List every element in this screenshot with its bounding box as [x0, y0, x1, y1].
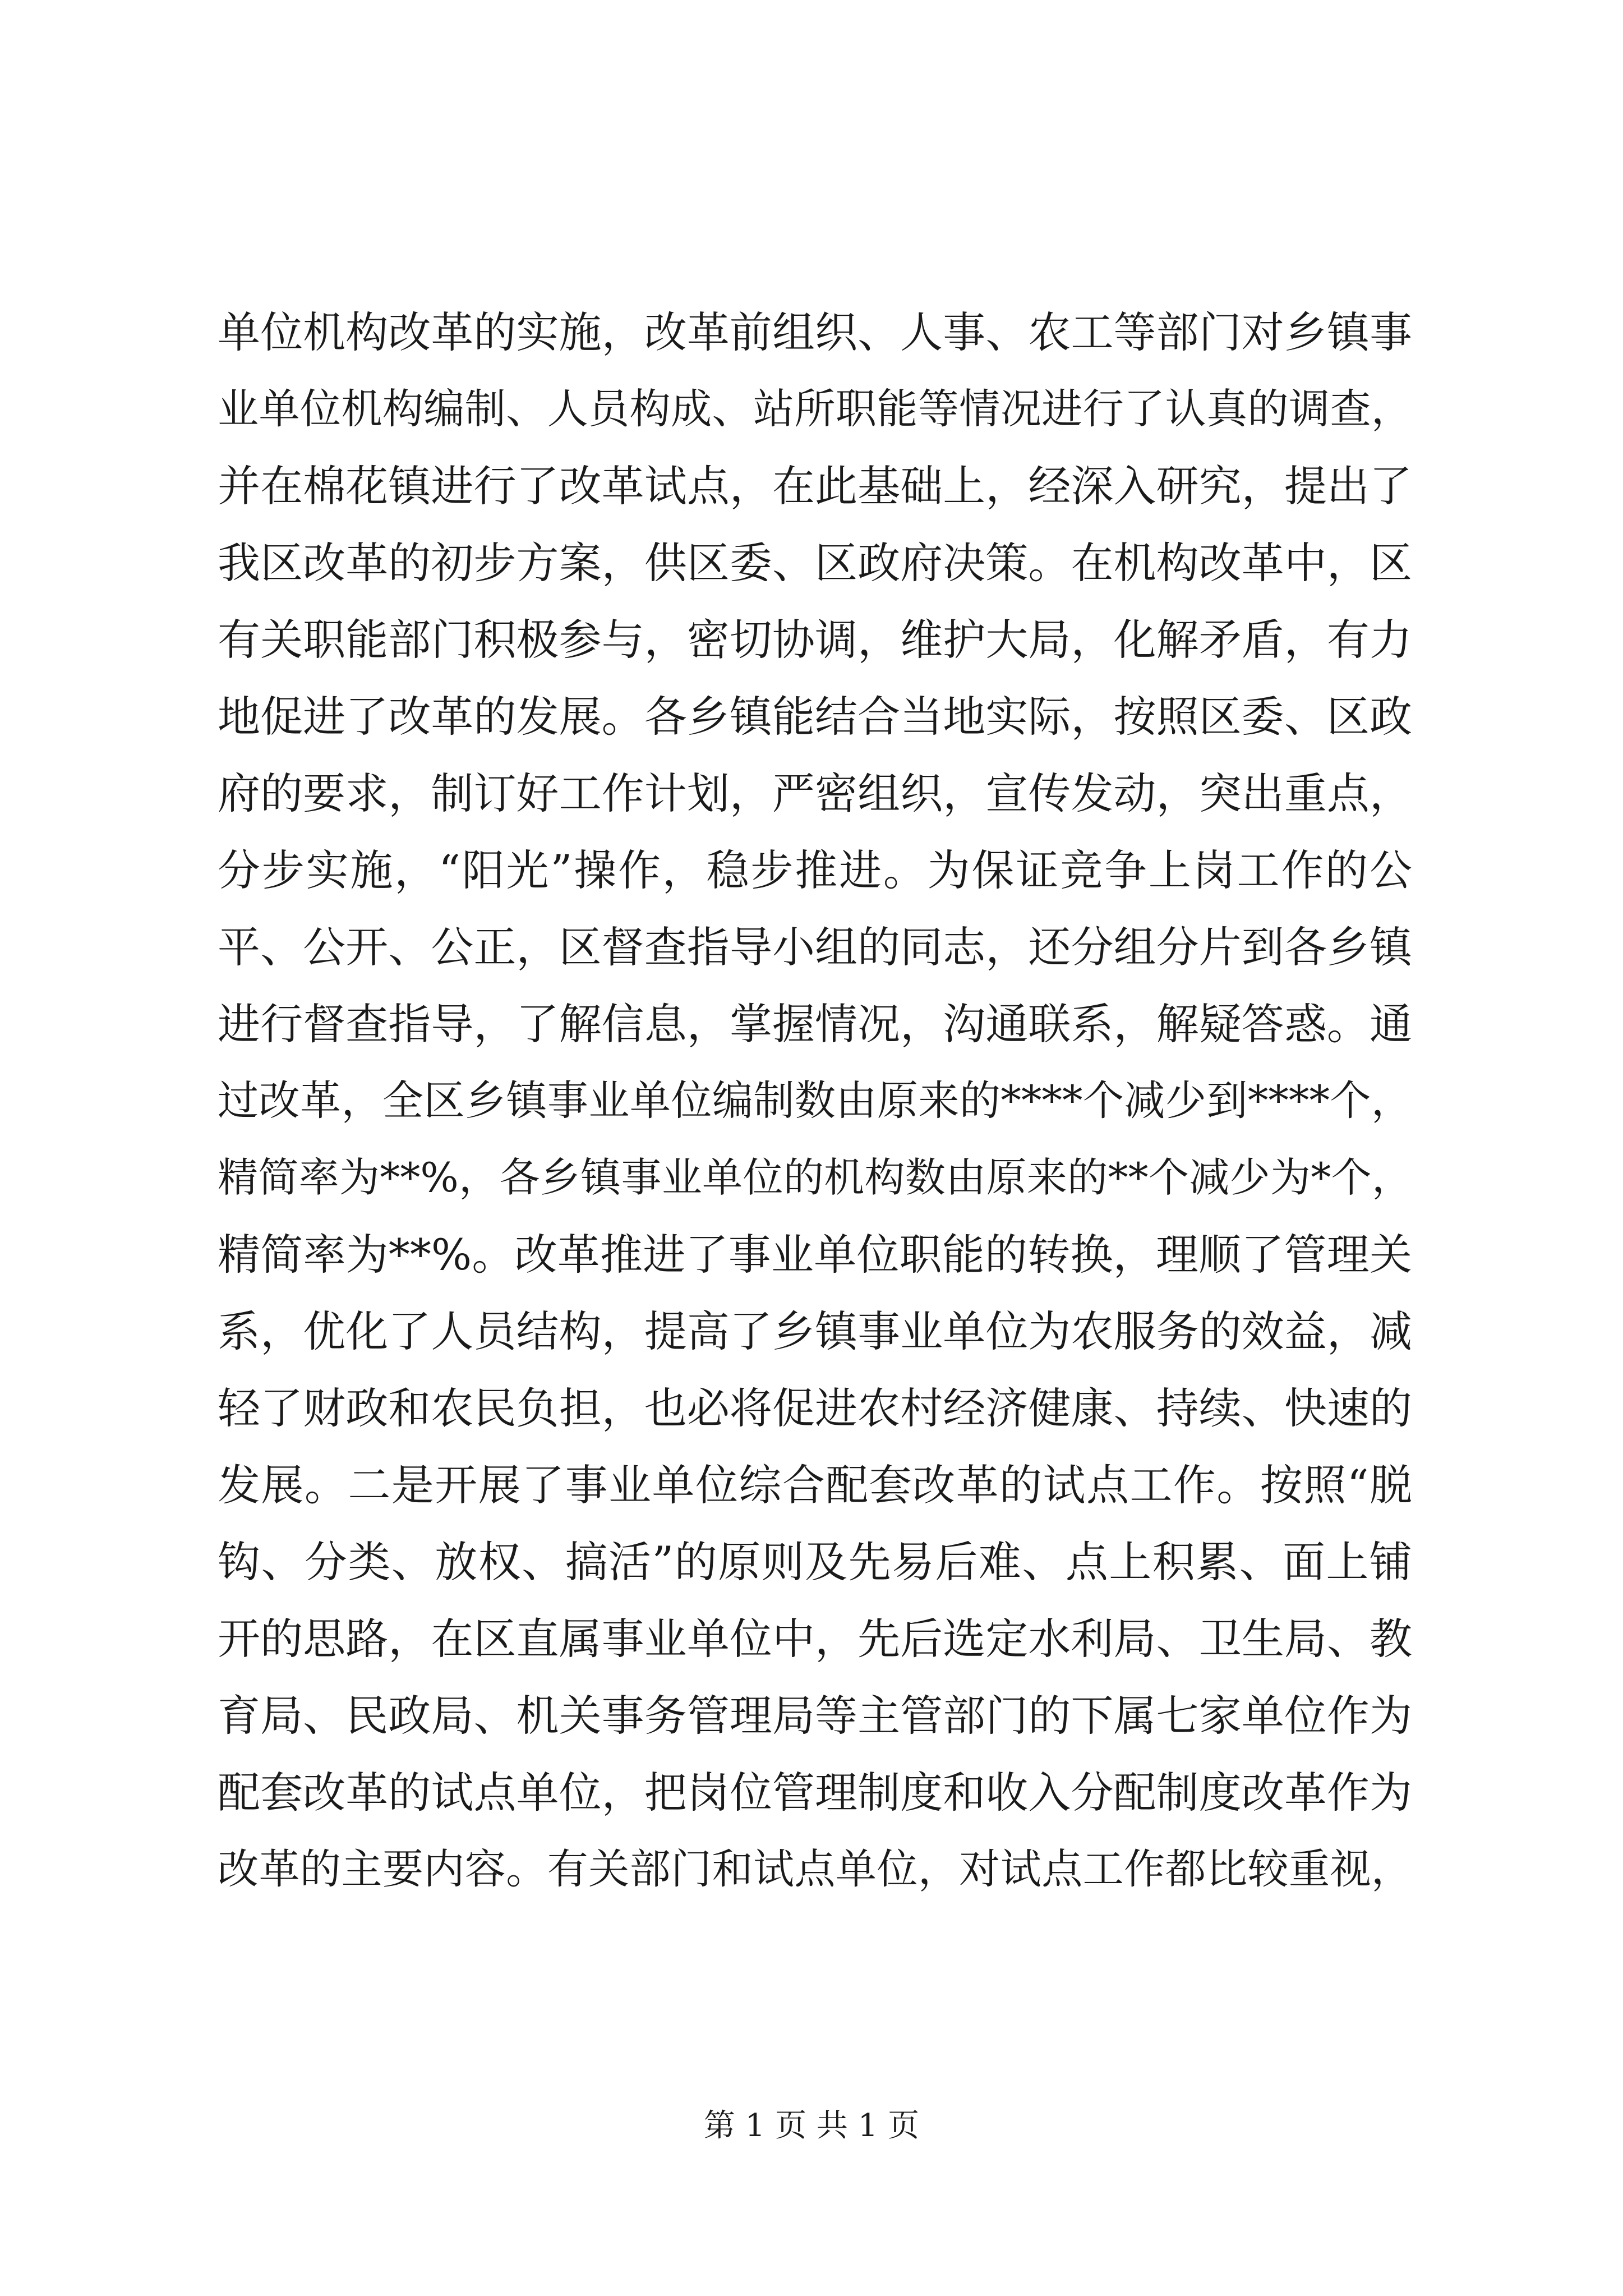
- text-line: 单位机构改革的实施，改革前组织、人事、农工等部门对乡镇事: [218, 307, 1412, 357]
- text-line: 分步实施，“阳光”操作，稳步推进。为保证竞争上岗工作的公: [218, 845, 1412, 895]
- text-line: 精简率为**%。改革推进了事业单位职能的转换，理顺了管理关: [218, 1230, 1412, 1280]
- text-line: 精简率为**%，各乡镇事业单位的机构数由原来的**个减少为*个，: [218, 1154, 1412, 1201]
- text-line: 府的要求，制订好工作计划，严密组织，宣传发动，突出重点，: [218, 769, 1412, 818]
- text-line: 业单位机构编制、人员构成、站所职能等情况进行了认真的调查，: [218, 385, 1412, 433]
- text-line: 配套改革的试点单位，把岗位管理制度和收入分配制度改革作为: [218, 1768, 1412, 1818]
- text-line: 开的思路，在区直属事业单位中，先后选定水利局、卫生局、教: [218, 1614, 1412, 1664]
- body-text: [218, 294, 1412, 1908]
- text-line: 改革的主要内容。有关部门和试点单位，对试点工作都比较重视，: [218, 1846, 1412, 1893]
- text-line: 并在棉花镇进行了改革试点，在此基础上，经深入研究，提出了: [218, 461, 1412, 511]
- text-line: 育局、民政局、机关事务管理局等主管部门的下属七家单位作为: [218, 1691, 1412, 1741]
- page-footer: [0, 2106, 1623, 2146]
- text-line: 轻了财政和农民负担，也必将促进农村经济健康、持续、快速的: [218, 1383, 1412, 1433]
- text-line: 钩、分类、放权、搞活”的原则及先易后难、点上积累、面上铺: [218, 1537, 1412, 1587]
- text-line: 有关职能部门积极参与，密切协调，维护大局，化解矛盾，有力: [218, 615, 1412, 665]
- text-line: 平、公开、公正，区督查指导小组的同志，还分组分片到各乡镇: [218, 922, 1412, 972]
- text-line: 进行督查指导，了解信息，掌握情况，沟通联系，解疑答惑。通: [218, 999, 1412, 1049]
- text-line: 我区改革的初步方案，供区委、区政府决策。在机构改革中，区: [218, 538, 1412, 588]
- text-line: 地促进了改革的发展。各乡镇能结合当地实际，按照区委、区政: [218, 692, 1412, 742]
- text-line: 过改革，全区乡镇事业单位编制数由原来的****个减少到****个，: [218, 1077, 1412, 1125]
- text-line: 系，优化了人员结构，提高了乡镇事业单位为农服务的效益，减: [218, 1306, 1412, 1356]
- page-number-label: 第 1 页 共 1 页: [703, 2108, 920, 2144]
- text-line: 发展。二是开展了事业单位综合配套改革的试点工作。按照“脱: [218, 1460, 1412, 1510]
